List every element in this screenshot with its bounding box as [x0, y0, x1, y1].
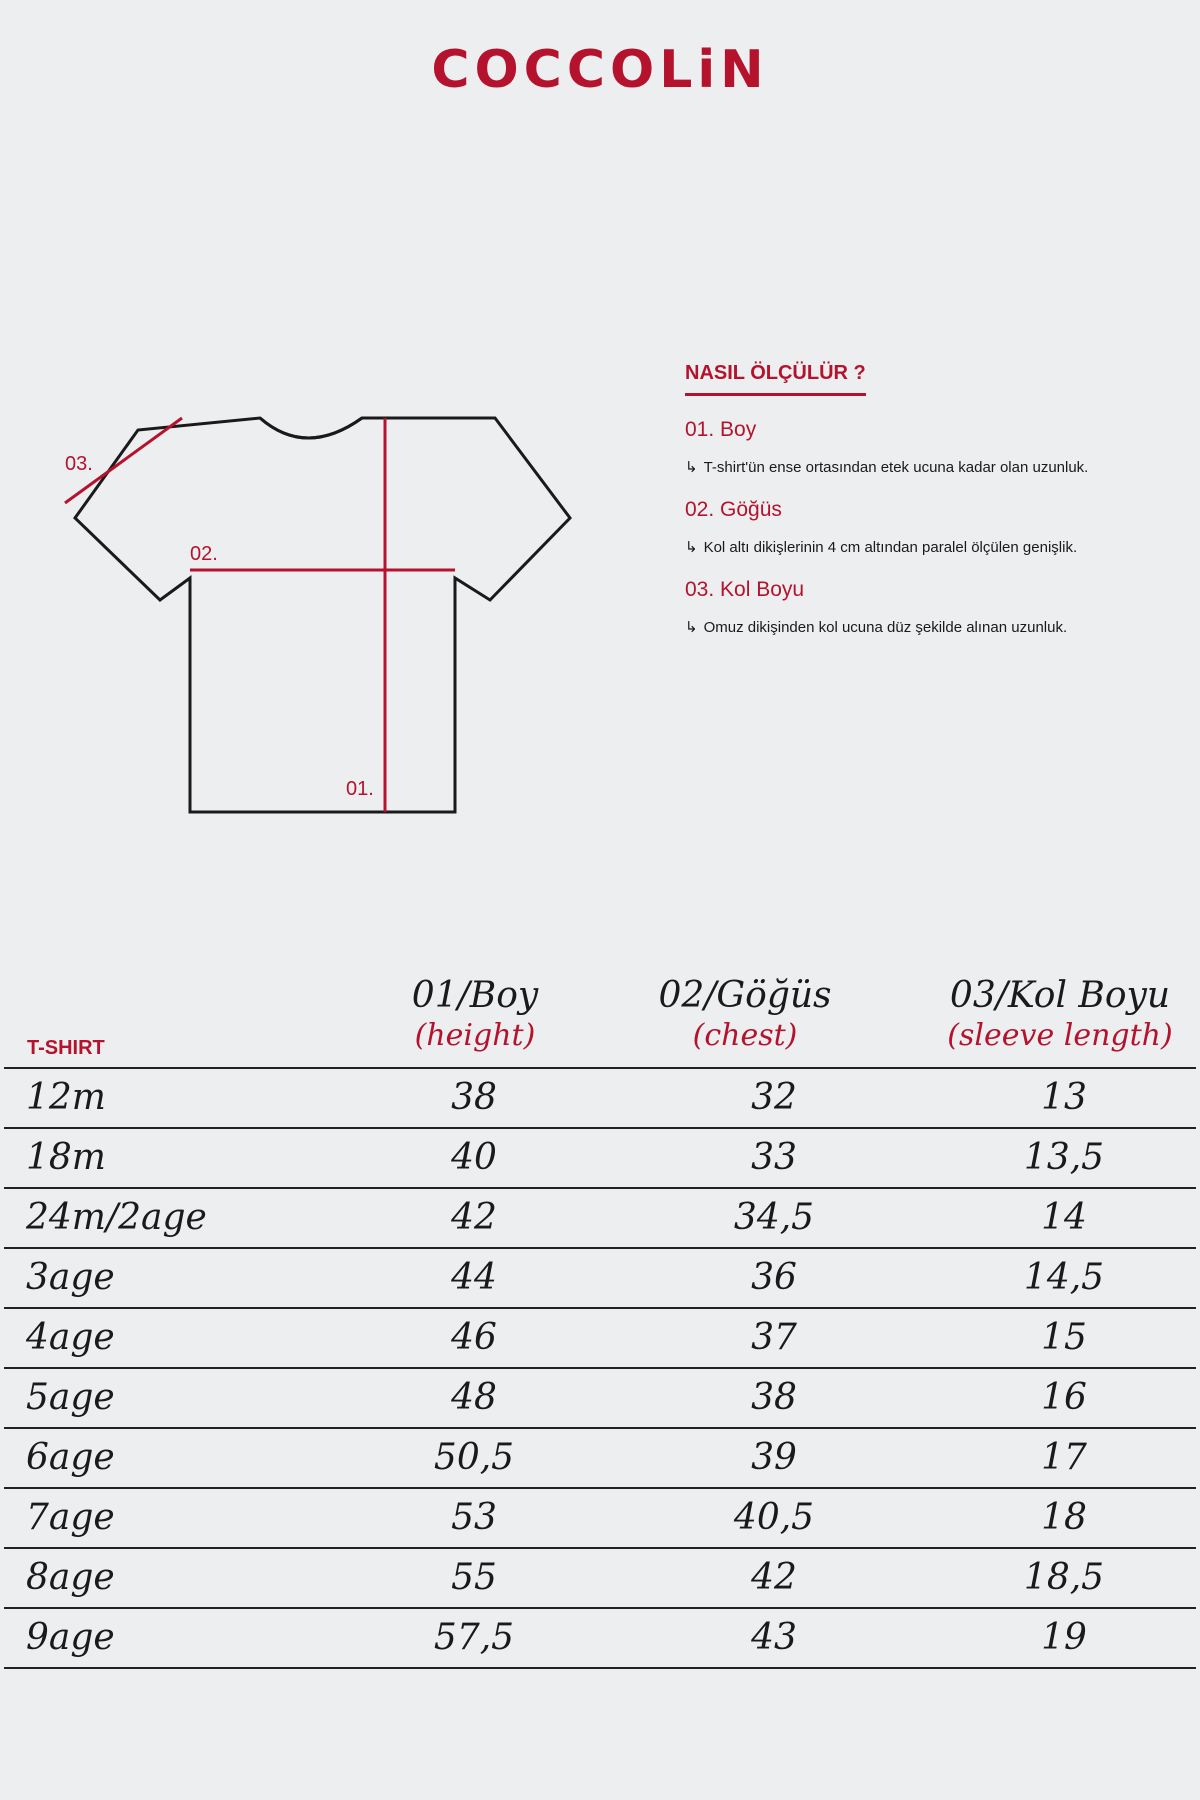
- table-product-label: T-SHIRT: [27, 1037, 105, 1059]
- guide-title: NASIL ÖLÇÜLÜR ?: [685, 362, 866, 396]
- label-01: 01.: [346, 778, 374, 800]
- table-row: 12m 38 32 13: [4, 1069, 1196, 1129]
- table-row: 6age 50,5 39 17: [4, 1429, 1196, 1489]
- brand-logo: COCCOLiN: [431, 40, 769, 100]
- guide-item-height: [685, 418, 1165, 476]
- guide-item-desc: ↳ Kol altı dikişlerinin 4 cm altından paralel ölçülen genişlik.: [685, 539, 1078, 556]
- size-table-body: [4, 1067, 1196, 1669]
- guide-item-head: 02. Göğüs: [685, 498, 782, 521]
- header-chest: 02/Göğüs (chest): [658, 975, 832, 1053]
- guide-item-desc: ↳ Omuz dikişinden kol ucuna düz şekilde alınan uzunluk.: [685, 619, 1068, 636]
- header-height: 01/Boy (height): [411, 975, 539, 1053]
- header-sleeve: 03/Kol Boyu (sleeve length): [947, 975, 1173, 1053]
- label-03: 03.: [65, 453, 93, 475]
- guide-item-desc: ↳ T-shirt'ün ense ortasından etek ucuna kadar olan uzunluk.: [685, 459, 1089, 476]
- table-row: 18m 40 33 13,5: [4, 1129, 1196, 1189]
- arrow-icon: ↳: [685, 539, 698, 556]
- table-row: 24m/2age 42 34,5 14: [4, 1189, 1196, 1249]
- table-row: 7age 53 40,5 18: [4, 1489, 1196, 1549]
- guide-item-chest: [685, 498, 1165, 556]
- tshirt-measure-diagram: [50, 400, 590, 830]
- guide-item-sleeve: [685, 578, 1165, 636]
- table-row: 5age 48 38 16: [4, 1369, 1196, 1429]
- size-table: [0, 975, 1200, 1669]
- size-table-header: [0, 975, 1200, 1067]
- table-row: 3age 44 36 14,5: [4, 1249, 1196, 1309]
- arrow-icon: ↳: [685, 459, 698, 476]
- label-02: 02.: [190, 543, 218, 565]
- tshirt-outline-icon: [50, 400, 590, 830]
- table-row: 4age 46 37 15: [4, 1309, 1196, 1369]
- measure-guide: [685, 362, 1165, 636]
- guide-item-head: 03. Kol Boyu: [685, 578, 805, 601]
- arrow-icon: ↳: [685, 619, 698, 636]
- table-row: 8age 55 42 18,5: [4, 1549, 1196, 1609]
- table-row: 9age 57,5 43 19: [4, 1609, 1196, 1669]
- guide-item-head: 01. Boy: [685, 418, 757, 441]
